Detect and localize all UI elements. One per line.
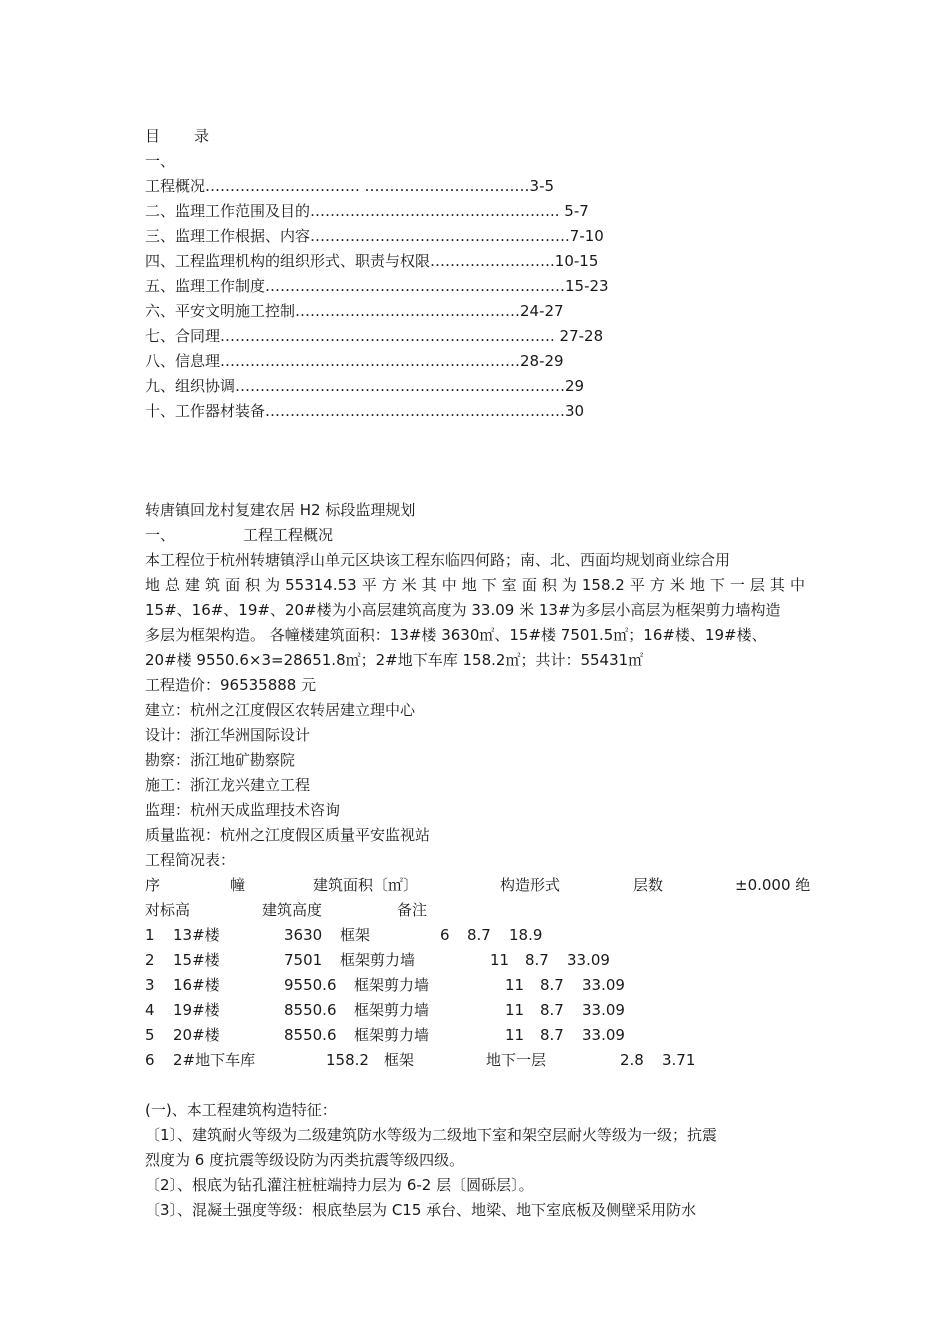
row-cell: 8550.6 [284, 1001, 337, 1019]
justified-token: 筑 [205, 576, 221, 594]
row-cell: 2.8 [620, 1051, 644, 1069]
table-title: 工程简况表： [145, 851, 236, 869]
row-cell: 9550.6 [284, 976, 337, 994]
row-cell: 8.7 [467, 926, 491, 944]
justified-token: 为 [265, 576, 281, 594]
justified-token: 层 [749, 576, 765, 594]
row-cell: 6 [440, 926, 450, 944]
justified-token: 平 [629, 576, 645, 594]
row-cell: 3630 [284, 926, 323, 944]
justified-token: 方 [649, 576, 665, 594]
justified-token: 地 [689, 576, 705, 594]
justified-token: 方 [381, 576, 397, 594]
row-cell: 8.7 [540, 1026, 564, 1044]
toc-title-char: 目 [145, 127, 161, 145]
justified-token: 中 [441, 576, 457, 594]
toc-item: 工程概况…………………………. ……………………………3-5 [145, 177, 555, 195]
justified-token: 面 [521, 576, 537, 594]
paragraph-line: 多层为框架构造。 各幢楼建筑面积：13#楼 3630㎡、15#楼 7501.5㎡；16#楼、19#楼、 [145, 626, 767, 644]
feature-line: 烈度为 6 度抗震等级设防为丙类抗震等级四级。 [145, 1151, 465, 1169]
paragraph-line-justified [145, 573, 805, 597]
row-cell: 框架剪力墙 [340, 951, 416, 969]
row-cell: 33.09 [582, 1001, 625, 1019]
row-cell: 33.09 [567, 951, 610, 969]
row-cell: 框架 [384, 1051, 415, 1069]
row-cell: 框架剪力墙 [354, 1026, 430, 1044]
party-line: 监理：杭州天成监理技术咨询 [145, 801, 341, 819]
toc-title-char: 录 [194, 127, 210, 145]
justified-token: 室 [501, 576, 517, 594]
party-line: 设计：浙江华洲国际设计 [145, 726, 311, 744]
row-cell: 11 [505, 976, 525, 994]
row-cell: 19#楼 [173, 1001, 220, 1019]
header-cell: 建筑高度 [262, 901, 323, 919]
row-cell: 框架剪力墙 [354, 1001, 430, 1019]
paragraph-line: 15#、16#、19#、20#楼为小高层建筑高度为 33.09 米 13#为多层小高层为框架剪力墙构造 [145, 601, 781, 619]
toc-item: 五、监理工作制度……………………………………………………15-23 [145, 277, 609, 295]
project-cost: 工程造价：96535888 元 [145, 676, 317, 694]
justified-token: 为 [561, 576, 577, 594]
toc-item: 三、监理工作根据、内容…………………………………………….7-10 [145, 227, 604, 245]
section-heading [145, 523, 333, 547]
toc-item: 八、信息理……………………………………………………28-29 [145, 352, 564, 370]
row-cell: 16#楼 [173, 976, 220, 994]
document-title: 转唐镇回龙村复建农居 H2 标段监理规划 [145, 501, 416, 519]
justified-token: 地 [145, 576, 161, 594]
row-cell: 8550.6 [284, 1026, 337, 1044]
toc-item: 十、工作器材装备……………………………………………………30 [145, 402, 585, 420]
features-heading: (一)、本工程建筑构造特征： [145, 1101, 337, 1119]
justified-token: 积 [541, 576, 557, 594]
header-cell: 层数 [633, 876, 664, 894]
row-cell: 8.7 [540, 1001, 564, 1019]
row-cell: 1 [145, 926, 155, 944]
party-line: 建立：杭州之江度假区农转居建立理中心 [145, 701, 416, 719]
row-cell: 框架剪力墙 [354, 976, 430, 994]
header-cell: 幢 [230, 876, 246, 894]
row-cell: 7501 [284, 951, 323, 969]
justified-token: 积 [245, 576, 261, 594]
paragraph-line: 本工程位于杭州转塘镇浮山单元区块该工程东临四何路；南、北、西面均规划商业综合用 [145, 551, 731, 569]
justified-token: 米 [401, 576, 417, 594]
row-cell: 11 [505, 1001, 525, 1019]
justified-token: 米 [669, 576, 685, 594]
row-cell: 8.7 [540, 976, 564, 994]
toc-item: 一、 [145, 152, 176, 170]
header-cell: 建筑面积〔㎡〕 [313, 876, 419, 894]
justified-token: 其 [769, 576, 785, 594]
row-cell: 33.09 [582, 1026, 625, 1044]
toc-title [145, 124, 209, 148]
justified-token: 总 [165, 576, 181, 594]
justified-token: 158.2 [581, 576, 625, 594]
header-cell: 序 [145, 876, 161, 894]
row-cell: 13#楼 [173, 926, 220, 944]
row-cell: 5 [145, 1026, 155, 1044]
row-cell: 11 [490, 951, 510, 969]
row-cell: 地下一层 [486, 1051, 547, 1069]
header-cell: ±0.000 绝 [735, 876, 811, 894]
paragraph-line: 20#楼 9550.6×3=28651.8㎡；2#地下车库 158.2㎡；共计：55431㎡ [145, 651, 644, 669]
header-cell: 对标高 [145, 901, 191, 919]
row-cell: 18.9 [509, 926, 543, 944]
row-cell: 3.71 [662, 1051, 696, 1069]
feature-line: 〔3〕、混凝土强度等级：根底垫层为 C15 承台、地梁、地下室底板及侧壁采用防水 [145, 1201, 697, 1219]
justified-token: 下 [481, 576, 497, 594]
toc-item: 二、监理工作范围及目的………………………………………….. 5-7 [145, 202, 589, 220]
header-cell: 构造形式 [500, 876, 561, 894]
row-cell: 4 [145, 1001, 155, 1019]
justified-token: 中 [789, 576, 805, 594]
row-cell: 15#楼 [173, 951, 220, 969]
toc-item: 七、合同理…………………………………………………………. 27-28 [145, 327, 604, 345]
party-line: 质量监视：杭州之江度假区质量平安监视站 [145, 826, 431, 844]
feature-line: 〔1〕、建筑耐火等级为二级建筑防水等级为二级地下室和架空层耐火等级为一级；抗震 [145, 1126, 718, 1144]
toc-item: 四、工程监理机构的组织形式、职责与权限…………………….10-15 [145, 252, 599, 270]
section-title: 工程工程概况 [243, 526, 334, 544]
header-cell: 备注 [397, 901, 428, 919]
justified-token: 一 [729, 576, 745, 594]
row-cell: 11 [505, 1026, 525, 1044]
row-cell: 3 [145, 976, 155, 994]
justified-token: 面 [225, 576, 241, 594]
feature-line: 〔2〕、根底为钻孔灌注桩桩端持力层为 6-2 层〔圆砾层〕。 [145, 1176, 534, 1194]
row-cell: 33.09 [582, 976, 625, 994]
party-line: 施工：浙江龙兴建立工程 [145, 776, 311, 794]
row-cell: 158.2 [326, 1051, 369, 1069]
row-cell: 框架 [340, 926, 371, 944]
row-cell: 2 [145, 951, 155, 969]
justified-token: 平 [361, 576, 377, 594]
row-cell: 20#楼 [173, 1026, 220, 1044]
justified-token: 建 [185, 576, 201, 594]
toc-item: 六、平安文明施工控制………………………………………24-27 [145, 302, 564, 320]
row-cell: 6 [145, 1051, 155, 1069]
justified-token: 其 [421, 576, 437, 594]
party-line: 勘察：浙江地矿勘察院 [145, 751, 296, 769]
row-cell: 2#地下车库 [173, 1051, 256, 1069]
justified-token: 地 [461, 576, 477, 594]
section-number: 一、 [145, 526, 176, 544]
justified-token: 55314.53 [285, 576, 357, 594]
toc-item: 九、组织协调…………………………………………………………29 [145, 377, 585, 395]
row-cell: 8.7 [525, 951, 549, 969]
justified-token: 下 [709, 576, 725, 594]
